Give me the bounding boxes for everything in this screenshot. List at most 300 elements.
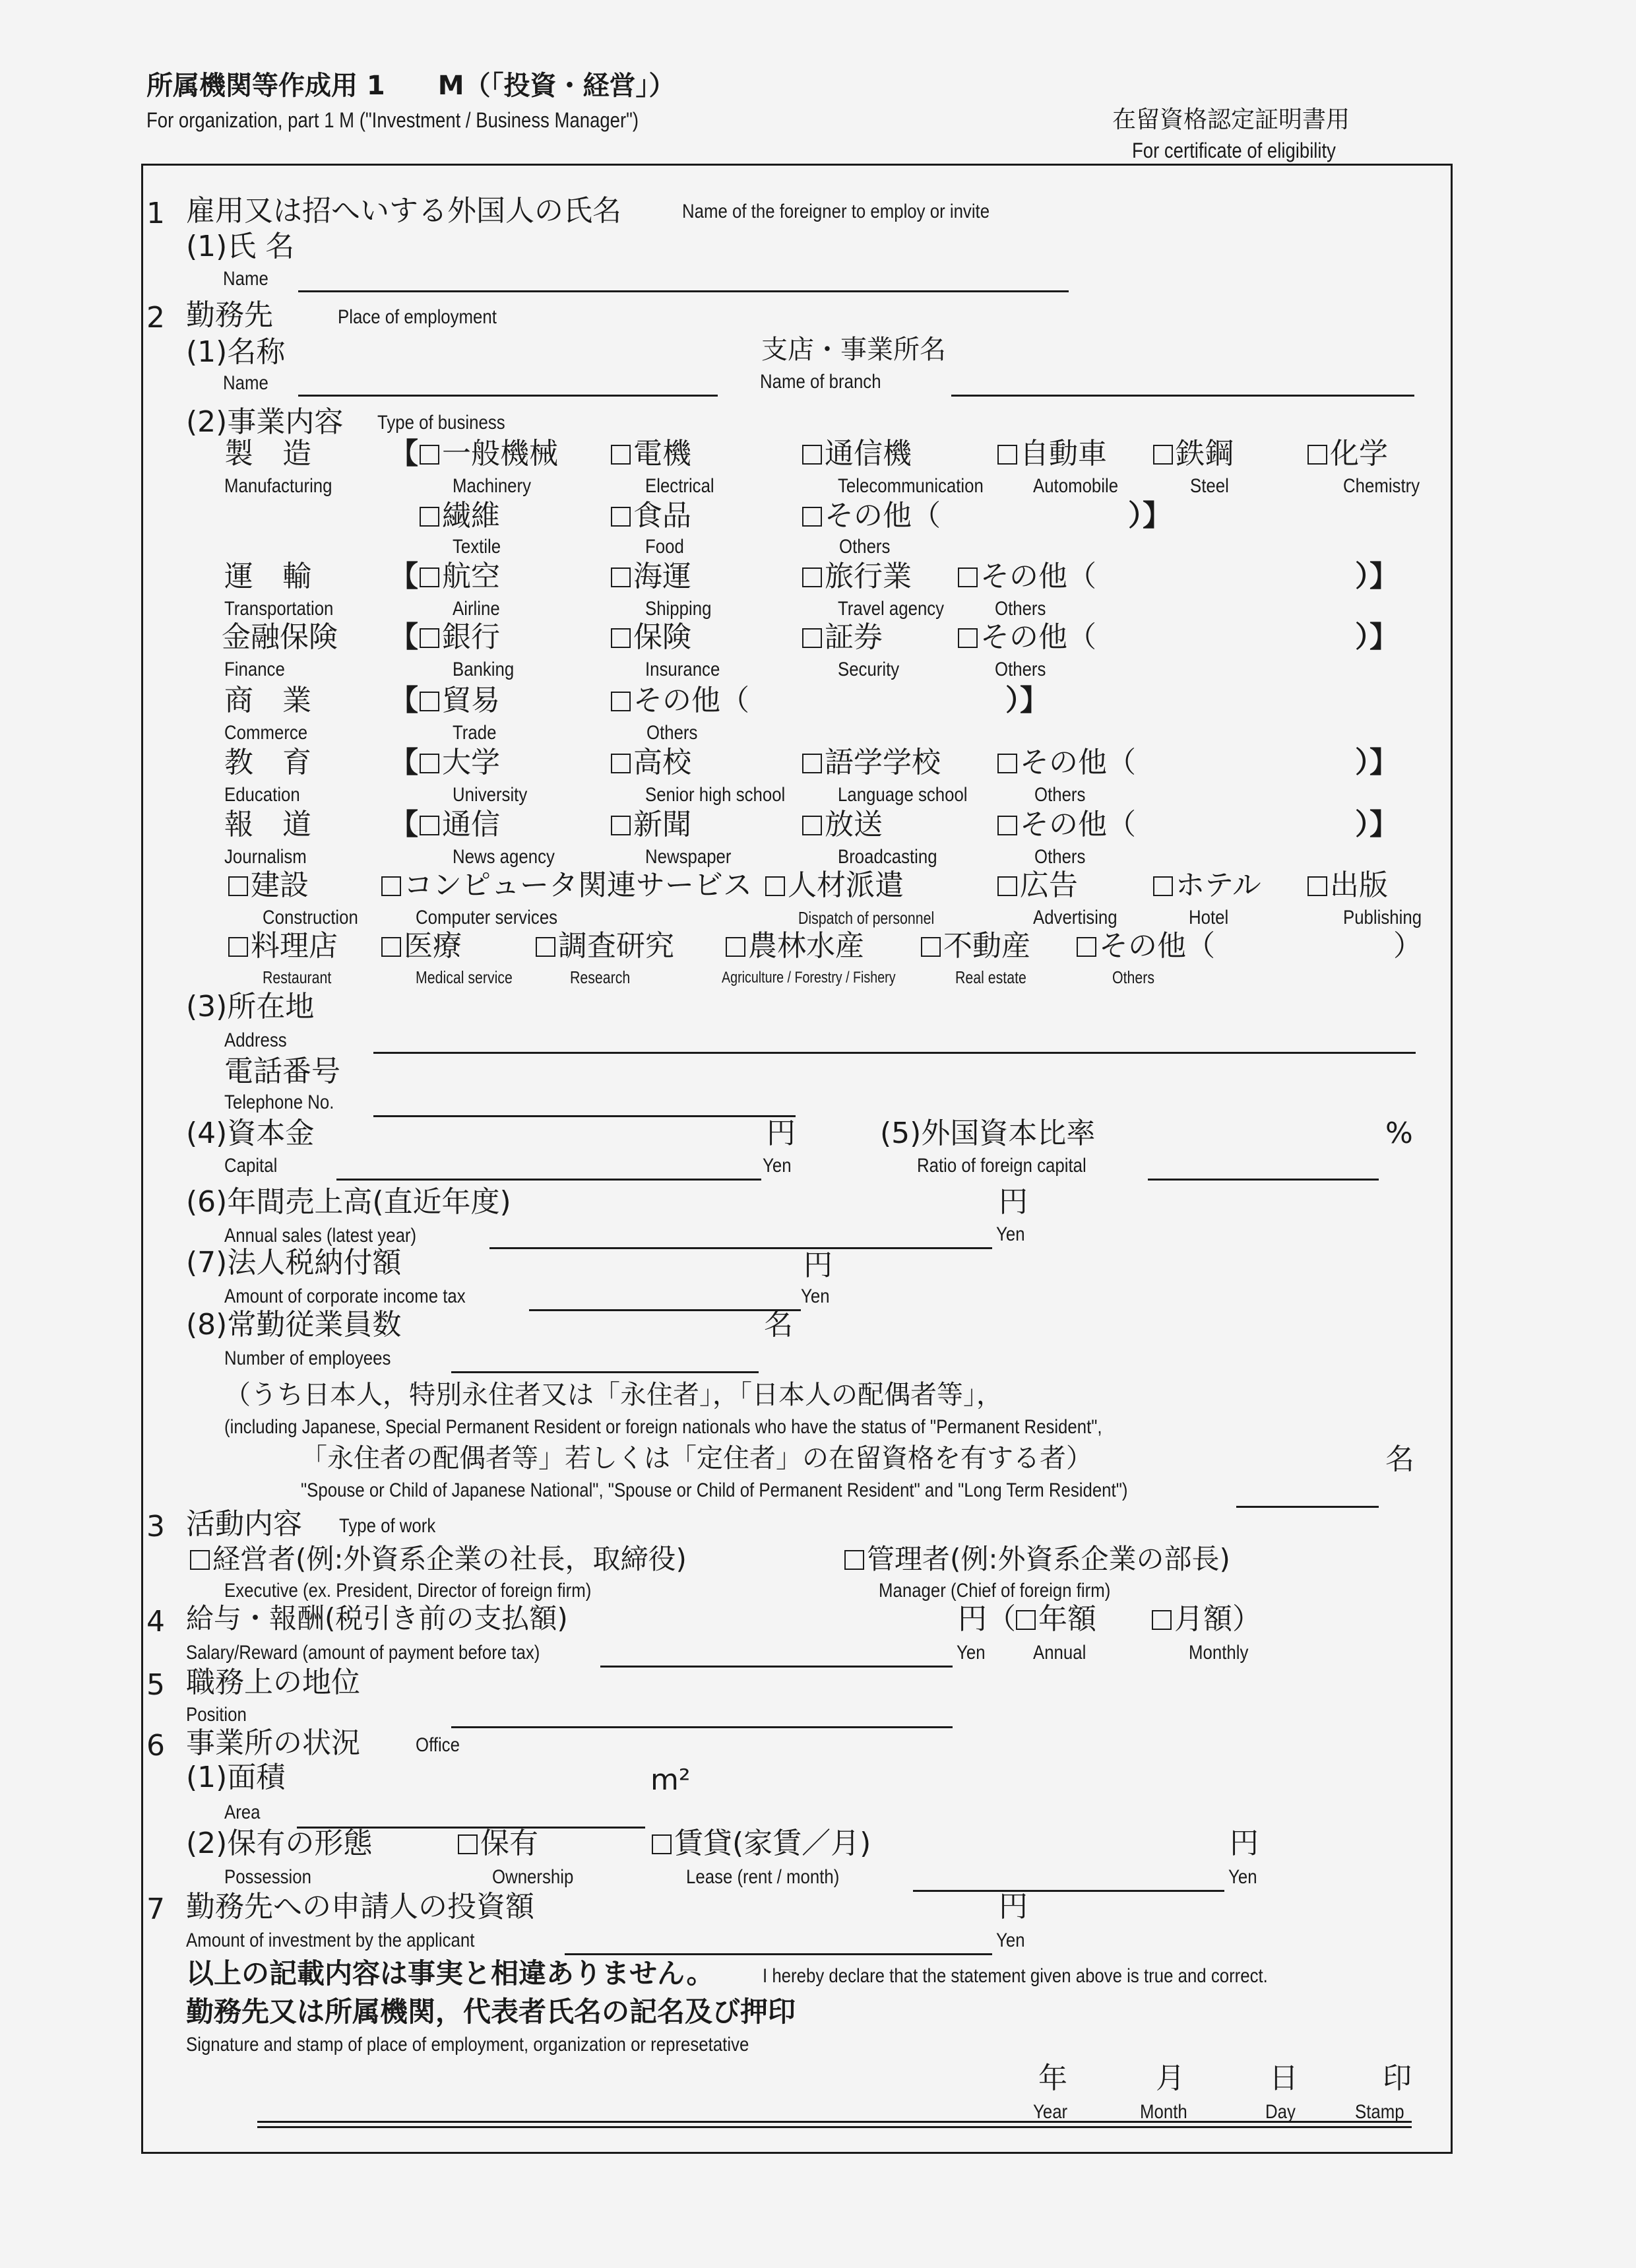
misc-close: ） — [1393, 929, 1422, 963]
university-checkbox[interactable] — [420, 748, 500, 777]
fin-others-checkbox[interactable] — [958, 620, 1096, 654]
business-label-en: Type of business — [377, 412, 505, 434]
bracket-open: 【 — [389, 746, 418, 779]
journalism-label: 報 道 — [224, 808, 311, 841]
food-label-en: Food — [645, 536, 684, 558]
security-label-en: Security — [838, 659, 900, 680]
checkbox-icon — [802, 754, 822, 773]
month-label: 月 — [1156, 2061, 1185, 2095]
monthly-label: 月額） — [1174, 1602, 1261, 1636]
checkbox-icon — [420, 445, 439, 465]
trade-label: 貿易 — [442, 684, 500, 717]
checkbox-icon — [652, 1834, 672, 1854]
shipping-label-en: Shipping — [645, 598, 712, 620]
agri-label: 農林水産 — [748, 929, 864, 963]
news-label: 通信 — [442, 808, 500, 841]
checkbox-icon — [611, 567, 631, 587]
insurance-checkbox[interactable] — [611, 620, 691, 654]
trade-label-en: Trade — [453, 722, 497, 744]
medical-label: 医療 — [404, 929, 462, 963]
tax-yen: 円 — [803, 1248, 833, 1282]
banking-label: 銀行 — [442, 620, 500, 654]
computer-label-en: Computer services — [416, 907, 558, 928]
checkbox-icon — [536, 937, 555, 957]
tel-label-en: Telephone No. — [224, 1091, 334, 1113]
commerce-label-en: Commerce — [224, 722, 308, 744]
com-close: ）】 — [1005, 684, 1049, 717]
area-unit: m² — [650, 1763, 691, 1797]
broadcasting-checkbox[interactable] — [802, 810, 883, 839]
realestate-checkbox[interactable] — [921, 929, 1030, 963]
investment-field[interactable] — [565, 1953, 992, 1955]
dispatch-label-en: Dispatch of personnel — [798, 908, 935, 928]
dispatch-checkbox[interactable] — [765, 868, 904, 902]
rent-field[interactable] — [913, 1890, 1224, 1892]
restaurant-label: 料理店 — [251, 929, 338, 963]
education-label: 教 育 — [224, 746, 311, 779]
ownership-label-en: Ownership — [492, 1866, 574, 1888]
checkbox-icon — [997, 754, 1017, 773]
shipping-label: 海運 — [633, 560, 691, 593]
s2-title: 勤務先 — [186, 298, 273, 332]
checkbox-icon — [802, 816, 822, 835]
electrical-checkbox[interactable] — [611, 439, 691, 469]
insurance-label: 保険 — [633, 620, 691, 654]
checkbox-icon — [420, 507, 439, 527]
area-label: (1)面積 — [186, 1761, 286, 1794]
monthly-checkbox[interactable] — [1152, 1602, 1261, 1636]
broadcasting-label: 放送 — [825, 808, 883, 841]
checkbox-icon — [802, 567, 822, 587]
form-title-en: For organization, part 1 M ("Investment / Business Manager") — [146, 108, 639, 132]
ownership-label: 保有 — [480, 1827, 538, 1860]
salary-yen-en: Yen — [957, 1642, 986, 1664]
journalism-label-en: Journalism — [224, 846, 307, 868]
position-label: 職務上の地位 — [186, 1666, 360, 1699]
tax-yen-en: Yen — [801, 1285, 830, 1307]
checkbox-icon — [997, 816, 1017, 835]
s3-number: 3 — [146, 1510, 165, 1543]
s1-title-en: Name of the foreigner to employ or invite — [682, 201, 990, 222]
checkbox-icon — [921, 937, 941, 957]
tel-field[interactable] — [373, 1115, 796, 1117]
annual-label: 年額 — [1038, 1602, 1096, 1636]
machinery-label: 一般機械 — [442, 437, 558, 470]
electrical-label: 電機 — [633, 437, 691, 470]
construction-checkbox[interactable] — [228, 868, 309, 902]
hotel-label: ホテル — [1176, 868, 1261, 902]
misc-others-label: その他（ — [1099, 929, 1215, 963]
s2-number: 2 — [146, 301, 165, 335]
finance-label: 金融保険 — [222, 620, 338, 654]
banking-checkbox[interactable] — [420, 620, 500, 654]
manufacturing-label: 製 造 — [224, 437, 311, 470]
airline-label: 航空 — [442, 560, 500, 593]
office-label-en: Office — [416, 1734, 460, 1756]
newspaper-label-en: Newspaper — [645, 846, 732, 868]
position-field[interactable] — [451, 1726, 953, 1728]
finance-label-en: Finance — [224, 659, 285, 680]
commerce-label: 商 業 — [224, 684, 311, 717]
s1-name-label-en: Name — [223, 268, 268, 290]
investment-yen-en: Yen — [996, 1929, 1025, 1951]
checkbox-icon — [1307, 876, 1327, 896]
year-label: 年 — [1038, 2061, 1067, 2095]
cert-title: 在留資格認定証明書用 — [1112, 106, 1350, 133]
chemistry-label-en: Chemistry — [1343, 475, 1420, 497]
misc-others-checkbox[interactable] — [1077, 929, 1215, 963]
manuf-others-checkbox[interactable] — [802, 499, 941, 533]
machinery-label-en: Machinery — [453, 475, 532, 497]
position-label-en: Position — [186, 1704, 247, 1726]
annual-label-en: Annual — [1033, 1642, 1086, 1664]
lease-label: 賃貸(家賃／月) — [674, 1827, 871, 1860]
bracket-open: 【 — [389, 808, 418, 841]
transportation-label: 運 輸 — [224, 560, 311, 593]
s7-number: 7 — [146, 1893, 165, 1926]
checkbox-icon — [381, 876, 401, 896]
food-label: 食品 — [633, 499, 691, 533]
realestate-label-en: Real estate — [955, 967, 1026, 987]
bracket-open: 【 — [389, 620, 418, 654]
banking-label-en: Banking — [453, 659, 515, 680]
checkbox-icon — [611, 628, 631, 648]
bracket-open: 【 — [389, 560, 418, 593]
employees-field[interactable] — [451, 1371, 759, 1373]
day-label: 日 — [1269, 2061, 1298, 2095]
manuf-others-label-en: Others — [839, 536, 891, 558]
investment-label-en: Amount of investment by the applicant — [186, 1929, 475, 1951]
publishing-label: 出版 — [1330, 868, 1388, 902]
including-note-2: 「永住者の配偶者等」若しくは「定住者」の在留資格を有する者） — [301, 1443, 1092, 1474]
publishing-label-en: Publishing — [1343, 907, 1422, 928]
edu-others-label-en: Others — [1034, 784, 1086, 806]
university-label-en: University — [453, 784, 528, 806]
s2-title-en: Place of employment — [338, 306, 497, 328]
language-label: 語学学校 — [825, 746, 941, 779]
foreign-ratio-field[interactable] — [1148, 1179, 1379, 1181]
rent-yen: 円 — [1230, 1827, 1259, 1860]
com-others-label: その他（ — [633, 684, 749, 717]
s6-number: 6 — [146, 1729, 165, 1763]
restaurant-label-en: Restaurant — [263, 967, 332, 987]
including-note-2-en: "Spouse or Child of Japanese National", "Spouse or Child of Permanent Resident" and "Long Term Resident") — [301, 1479, 1128, 1501]
jour-close: ）】 — [1355, 808, 1399, 841]
office-label: 事業所の状況 — [186, 1726, 360, 1760]
executive-label: 経営者(例:外資系企業の社長，取締役) — [212, 1543, 687, 1575]
japanese-employees-unit: 名 — [1385, 1442, 1414, 1476]
japanese-employees-field[interactable] — [1236, 1506, 1379, 1508]
com-others-checkbox[interactable] — [611, 686, 749, 715]
salary-label-en: Salary/Reward (amount of payment before tax) — [186, 1642, 540, 1664]
textile-label: 繊維 — [442, 499, 500, 533]
capital-field[interactable] — [336, 1179, 761, 1181]
capital-yen-en: Yen — [763, 1155, 792, 1177]
tel-label: 電話番号 — [224, 1054, 340, 1088]
s1-number: 1 — [146, 197, 165, 230]
electrical-label-en: Electrical — [645, 475, 714, 497]
checkbox-icon — [228, 876, 248, 896]
checkbox-icon — [1152, 1610, 1172, 1630]
checkbox-icon — [958, 567, 978, 587]
realestate-label: 不動産 — [943, 929, 1030, 963]
language-label-en: Language school — [838, 784, 968, 806]
checkbox-icon — [765, 876, 785, 896]
checkbox-icon — [420, 628, 439, 648]
business-label: (2)事業内容 — [186, 405, 344, 439]
stamp-label: 印 — [1383, 2061, 1412, 2095]
news-checkbox[interactable] — [420, 810, 500, 839]
research-label: 調査研究 — [558, 929, 674, 963]
trans-close: ）】 — [1355, 560, 1399, 593]
travel-label: 旅行業 — [825, 560, 912, 593]
restaurant-checkbox[interactable] — [228, 929, 338, 963]
signature-label-en: Signature and stamp of place of employment, organization or represetative — [186, 2034, 749, 2056]
address-label-en: Address — [224, 1029, 287, 1051]
broadcasting-label-en: Broadcasting — [838, 846, 937, 868]
checkbox-icon — [228, 937, 248, 957]
insurance-label-en: Insurance — [645, 659, 720, 680]
advertising-label-en: Advertising — [1033, 907, 1117, 928]
branch-name-field[interactable] — [951, 395, 1414, 397]
declaration-en: I hereby declare that the statement given above is true and correct. — [763, 1965, 1268, 1987]
advertising-checkbox[interactable] — [997, 868, 1078, 902]
checkbox-icon — [802, 507, 822, 527]
steel-label: 鉄鋼 — [1176, 437, 1234, 470]
university-label: 大学 — [442, 746, 500, 779]
cert-title-en: For certificate of eligibility — [1132, 139, 1336, 162]
computer-label: コンピュータ関連サービス — [404, 868, 752, 902]
investment-yen: 円 — [999, 1890, 1028, 1924]
area-label-en: Area — [224, 1801, 261, 1823]
year-label-en: Year — [1033, 2101, 1068, 2123]
steel-label-en: Steel — [1190, 475, 1229, 497]
checkbox-icon — [958, 628, 978, 648]
employees-label-en: Number of employees — [224, 1347, 391, 1369]
sales-field[interactable] — [489, 1247, 992, 1249]
s2-name-label-en: Name — [223, 372, 268, 394]
lease-checkbox[interactable] — [652, 1829, 871, 1858]
including-note-en: (including Japanese, Special Permanent Resident or foreign nationals who have the status of "Permanent Resident", — [224, 1416, 1102, 1438]
newspaper-label: 新聞 — [633, 808, 691, 841]
employer-name-field[interactable] — [298, 395, 718, 397]
agri-label-en: Agriculture / Forestry / Fishery — [722, 969, 896, 987]
rent-yen-en: Yen — [1228, 1866, 1257, 1888]
sales-label: (6)年間売上高(直近年度) — [186, 1185, 511, 1219]
com-others-label-en: Others — [646, 722, 698, 744]
security-checkbox[interactable] — [802, 620, 883, 654]
checkbox-icon — [611, 507, 631, 527]
day-label-en: Day — [1265, 2101, 1296, 2123]
checkbox-icon — [1016, 1610, 1036, 1630]
hotel-label-en: Hotel — [1189, 907, 1229, 928]
language-checkbox[interactable] — [802, 748, 941, 777]
automobile-checkbox[interactable] — [997, 439, 1107, 469]
textile-checkbox[interactable] — [420, 499, 500, 533]
highschool-label-en: Senior high school — [645, 784, 786, 806]
checkbox-icon — [1307, 445, 1327, 465]
travel-checkbox[interactable] — [802, 562, 912, 591]
manager-checkbox[interactable] — [844, 1545, 1230, 1573]
including-note: （うち日本人，特別永住者又は「永住者」，「日本人の配偶者等」， — [224, 1380, 1003, 1410]
checkbox-icon — [802, 628, 822, 648]
checkbox-icon — [997, 445, 1017, 465]
capital-label: (4)資本金 — [186, 1117, 315, 1150]
checkbox-icon — [611, 445, 631, 465]
airline-checkbox[interactable] — [420, 562, 500, 591]
month-label-en: Month — [1140, 2101, 1187, 2123]
signature-line[interactable] — [257, 2121, 1412, 2123]
s1-title: 雇用又は招へいする外国人の氏名 — [186, 194, 621, 228]
news-label-en: News agency — [453, 846, 555, 868]
manuf-others-label: その他（ — [825, 499, 941, 533]
form-title: 所属機関等作成用 1 M（「投資・経営」） — [146, 71, 676, 101]
manager-label-en: Manager (Chief of foreign firm) — [879, 1580, 1111, 1602]
percent-sign: % — [1385, 1117, 1413, 1150]
checkbox-icon — [1077, 937, 1096, 957]
annual-checkbox[interactable] — [1016, 1602, 1096, 1636]
travel-label-en: Travel agency — [838, 598, 945, 620]
dispatch-label: 人材派遣 — [788, 868, 904, 902]
possession-label-en: Possession — [224, 1866, 311, 1888]
monthly-label-en: Monthly — [1189, 1642, 1249, 1664]
construction-label: 建設 — [251, 868, 309, 902]
checkbox-icon — [611, 754, 631, 773]
chemistry-checkbox[interactable] — [1307, 439, 1388, 469]
automobile-label-en: Automobile — [1033, 475, 1119, 497]
s1-name-label: (1)氏 名 — [186, 230, 295, 263]
food-checkbox[interactable] — [611, 499, 691, 533]
s5-number: 5 — [146, 1668, 165, 1702]
edu-close: ）】 — [1355, 746, 1399, 779]
tax-label: (7)法人税納付額 — [186, 1246, 402, 1280]
checkbox-icon — [420, 567, 439, 587]
fin-others-label-en: Others — [995, 659, 1046, 680]
telecom-label: 通信機 — [825, 437, 912, 470]
telecom-checkbox[interactable] — [802, 439, 912, 469]
sales-yen: 円 — [999, 1185, 1028, 1219]
foreign-ratio-label: (5)外国資本比率 — [880, 1117, 1096, 1150]
s3-title: 活動内容 — [186, 1507, 302, 1541]
airline-label-en: Airline — [453, 598, 500, 620]
executive-label-en: Executive (ex. President, Director of foreign firm) — [224, 1580, 592, 1602]
newspaper-checkbox[interactable] — [611, 810, 691, 839]
salary-yen: 円（ — [958, 1602, 1016, 1636]
trans-others-label: その他（ — [980, 560, 1096, 593]
automobile-label: 自動車 — [1020, 437, 1107, 470]
salary-label: 給与・報酬(税引き前の支払額) — [186, 1602, 568, 1635]
employees-label: (8)常勤従業員数 — [186, 1308, 402, 1342]
checkbox-icon — [611, 692, 631, 711]
highschool-checkbox[interactable] — [611, 748, 691, 777]
education-label-en: Education — [224, 784, 300, 806]
highschool-label: 高校 — [633, 746, 691, 779]
jour-others-checkbox[interactable] — [997, 810, 1136, 839]
trade-checkbox[interactable] — [420, 686, 500, 715]
transportation-label-en: Transportation — [224, 598, 334, 620]
tax-label-en: Amount of corporate income tax — [224, 1285, 466, 1307]
computer-checkbox[interactable] — [381, 868, 752, 902]
tax-field[interactable] — [529, 1309, 801, 1311]
manufacturing-label-en: Manufacturing — [224, 475, 332, 497]
checkbox-icon — [726, 937, 745, 957]
sales-label-en: Annual sales (latest year) — [224, 1225, 417, 1247]
medical-checkbox[interactable] — [381, 929, 462, 963]
declaration-jp: 以上の記載内容は事実と相違ありません。 — [186, 1957, 714, 1990]
address-label: (3)所在地 — [186, 990, 315, 1023]
misc-others-label-en: Others — [1112, 967, 1154, 987]
textile-label-en: Textile — [453, 536, 501, 558]
fin-close: ）】 — [1355, 620, 1399, 654]
investment-label: 勤務先への申請人の投資額 — [186, 1890, 534, 1924]
manager-label: 管理者(例:外資系企業の部長) — [867, 1543, 1230, 1575]
address-field[interactable] — [373, 1052, 1416, 1054]
checkbox-icon — [611, 816, 631, 835]
employees-unit: 名 — [764, 1308, 793, 1342]
research-label-en: Research — [570, 967, 631, 987]
signature-label: 勤務先又は所属機関，代表者氏名の記名及び押印 — [186, 1995, 796, 2028]
signature-line-double — [257, 2126, 1412, 2128]
executive-checkbox[interactable] — [190, 1545, 687, 1573]
branch-label: 支店・事業所名 — [761, 335, 946, 365]
machinery-checkbox[interactable] — [420, 439, 558, 469]
bracket-open: 【 — [389, 437, 418, 470]
trans-others-label-en: Others — [995, 598, 1046, 620]
checkbox-icon — [420, 816, 439, 835]
jour-others-label: その他（ — [1020, 808, 1136, 841]
stamp-label-en: Stamp — [1355, 2101, 1404, 2123]
edu-others-label: その他（ — [1020, 746, 1136, 779]
s4-number: 4 — [146, 1605, 165, 1638]
edu-others-checkbox[interactable] — [997, 748, 1136, 777]
s2-name-label: (1)名称 — [186, 335, 286, 369]
medical-label-en: Medical service — [416, 967, 513, 987]
checkbox-icon — [844, 1550, 864, 1570]
checkbox-icon — [381, 937, 401, 957]
checkbox-icon — [1153, 876, 1173, 896]
s3-title-en: Type of work — [339, 1515, 436, 1537]
steel-checkbox[interactable] — [1153, 439, 1234, 469]
shipping-checkbox[interactable] — [611, 562, 691, 591]
branch-label-en: Name of branch — [760, 371, 881, 393]
ownership-checkbox[interactable] — [458, 1829, 538, 1858]
chemistry-label: 化学 — [1330, 437, 1388, 470]
checkbox-icon — [458, 1834, 478, 1854]
construction-label-en: Construction — [263, 907, 358, 928]
research-checkbox[interactable] — [536, 929, 674, 963]
telecom-label-en: Telecommunication — [838, 475, 984, 497]
checkbox-icon — [1153, 445, 1173, 465]
sales-yen-en: Yen — [996, 1223, 1025, 1245]
foreigner-name-field[interactable] — [298, 290, 1069, 292]
manuf-close: ）】 — [1128, 499, 1172, 533]
salary-field[interactable] — [600, 1666, 953, 1668]
trans-others-checkbox[interactable] — [958, 562, 1096, 591]
agri-checkbox[interactable] — [726, 929, 864, 963]
foreign-ratio-label-en: Ratio of foreign capital — [917, 1155, 1086, 1177]
publishing-checkbox[interactable] — [1307, 868, 1388, 902]
checkbox-icon — [997, 876, 1017, 896]
checkbox-icon — [420, 754, 439, 773]
checkbox-icon — [802, 445, 822, 465]
hotel-checkbox[interactable] — [1153, 868, 1261, 902]
security-label: 証券 — [825, 620, 883, 654]
possession-label: (2)保有の形態 — [186, 1827, 373, 1860]
jour-others-label-en: Others — [1034, 846, 1086, 868]
capital-label-en: Capital — [224, 1155, 278, 1177]
checkbox-icon — [190, 1550, 210, 1570]
lease-label-en: Lease (rent / month) — [686, 1866, 840, 1888]
